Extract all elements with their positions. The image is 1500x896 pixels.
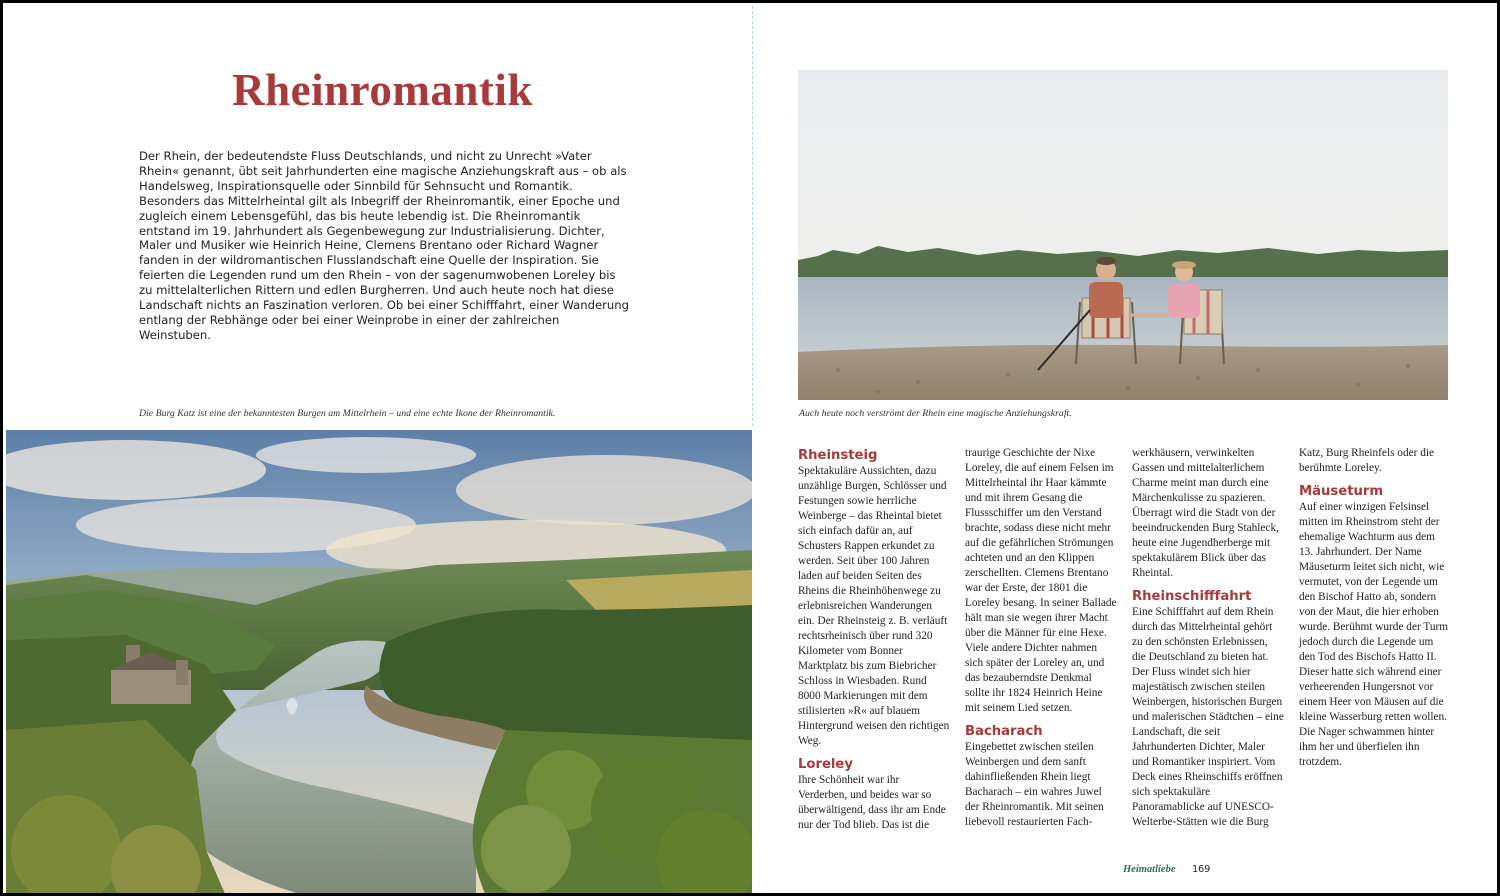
paragraph-loreley: Ihre Schönheit war ihr Verderben, und beides war so überwältigend, dass ihr am Ende nur der Tod blieb. Das ist die [798, 774, 946, 831]
castle-photo [6, 430, 752, 896]
text-column-4 [1299, 446, 1451, 770]
text-column-1 [798, 446, 950, 833]
page-number: 169 [1192, 864, 1211, 875]
couple-by-river-photo [798, 70, 1448, 400]
paragraph-bacharach-continued: werkhäusern, verwinkelten Gassen und mittelalterlichem Charme meint man durch eine Märchenkulisse zu spazieren. Überragt wird die Stadt von der beeindruckenden Burg Stahleck, heute eine Jugendherberge mit spektakulärem Blick über das Rheintal. [1132, 447, 1279, 579]
page-footer [1123, 864, 1210, 875]
paragraph-rheinsteig: Spektakuläre Aussichten, dazu unzählige Burgen, Schlösser und Festungen sowie herrliche Weinberge – das Rheintal bietet sich einfach dafür an, auf Schusters Rappen erkundet zu werden. Seit über 100 Jahren laden auf beiden Seiten des Rheins die Rheinhöhenwege zu erlebnisreichen Wanderungen ein. Der Rheinsteig z. B. verläuft rechtsrheinisch über rund 320 Kilometer vom Bonner Marktplatz bis zum Biebricher Schloss in Wiesbaden. Rund 8000 Markierungen mit dem stilisierten »R« auf blauem Hintergrund weisen den richtigen Weg. [798, 465, 950, 747]
paragraph-loreley-continued: traurige Geschichte der Nixe Loreley, die auf einem Felsen im Mittelrheintal ihr Haar kämmte und mit ihrem Gesang die Flussschiffer um den Verstand brachte, sodass diese nicht mehr auf die gefährlichen Strömungen achteten und an den Klippen zerschellten. Clemens Brentano war der Erste, der 1801 die Loreley besang. In seiner Ballade hält man sie wegen ihrer Macht über die Männer für eine Hexe. Viele andere Dichter nahmen sich später der Loreley an, und das bezauberndste Denkmal sollte ihr 1824 Heinrich Heine mit seinem Lied setzen. [965, 447, 1117, 714]
heading-rheinschifffahrt: Rheinschifffahrt [1132, 589, 1252, 604]
footer-brand: Heimatliebe [1123, 864, 1176, 875]
couple-photo-caption: Auch heute noch verströmt der Rhein eine magische Anziehungskraft. [799, 408, 1072, 419]
castle-photo-caption: Die Burg Katz ist eine der bekanntesten Burgen am Mittelrhein – und eine echte Ikone der Rheinromantik. [139, 408, 556, 419]
right-page [753, 6, 1500, 896]
heading-rheinsteig: Rheinsteig [798, 448, 878, 463]
text-column-2 [965, 446, 1117, 830]
left-page [6, 6, 752, 896]
text-column-3 [1132, 446, 1284, 830]
paragraph-rheinschifffahrt: Eine Schifffahrt auf dem Rhein durch das Mittelrheintal gehört zu den schönsten Erlebnissen, die Deutschland zu bieten hat. Der Fluss windet sich hier majestätisch zwischen steilen Weinbergen, historischen Burgen und malerischen Städtchen – eine Landschaft, die seit Jahrhunderten Dichter, Maler und Romantiker inspiriert. Vom Deck eines Rheinschiffs eröffnen sich spektakuläre Panoramablicke auf UNESCO-Welterbe-Stätten wie die Burg [1132, 606, 1284, 828]
heading-loreley: Loreley [798, 757, 853, 772]
heading-maeuseturm: Mäuseturm [1299, 484, 1384, 499]
intro-paragraph: Der Rhein, der bedeutendste Fluss Deutschlands, und nicht zu Unrecht »Vater Rhein« genannt, übt seit Jahrhunderten eine magische Anziehungskraft aus – ob als Handelsweg, Inspirationsquelle oder Sinnbild für Sehnsucht und Romantik. Besonders das Mittelrheintal gilt als Inbegriff der Rheinromantik, einer Epoche und zugleich einem Lebensgefühl, das bis heute lebendig ist. Die Rheinromantik entstand im 19. Jahrhundert als Gegenbewegung zur Industrialisierung. Dichter, Maler und Musiker wie Heinrich Heine, Clemens Brentano oder Richard Wagner fanden in der wildromantischen Flusslandschaft eine Quelle der Inspiration. Sie feierten die Legenden rund um den Rhein – von der sagenumwobenen Loreley bis zu mittelalterlichen Rittern und edlen Burgherren. Und auch heute noch hat diese Landschaft nichts an Faszination verloren. Ob bei einer Schifffahrt, einer Wanderung entlang der Rebhänge oder bei einer Weinprobe in einer der zahlreichen Weinstuben. [139, 149, 629, 342]
paragraph-bacharach: Eingebettet zwischen steilen Weinbergen und dem sanft dahinfließenden Rhein liegt Bacharach – ein wahres Juwel der Rheinromantik. Mit seinen liebevoll restaurierten Fach- [965, 741, 1104, 828]
heading-bacharach: Bacharach [965, 724, 1043, 739]
paragraph-maeuseturm: Auf einer winzigen Felsinsel mitten im Rheinstrom steht der ehemalige Wachturm aus dem 13. Jahrhundert. Der Name Mäuseturm leitet sich nicht, wie vermutet, von der Legende um den Bischof Hatto ab, sondern von der Maut, die hier erhoben wurde. Berühmt wurde der Turm jedoch durch die Legende um den Tod des Bischofs Hatto II. Dieser hatte sich während einer verheerenden Hungersnot vor einem Heer von Mäusen auf die kleine Wasserburg retten wollen. Die Nager schwammen hinter ihm her und überfielen ihn trotzdem. [1299, 501, 1449, 768]
paragraph-rheinschifffahrt-continued: Katz, Burg Rheinfels oder die berühmte Loreley. [1299, 447, 1435, 474]
page-title: Rheinromantik [232, 65, 533, 115]
